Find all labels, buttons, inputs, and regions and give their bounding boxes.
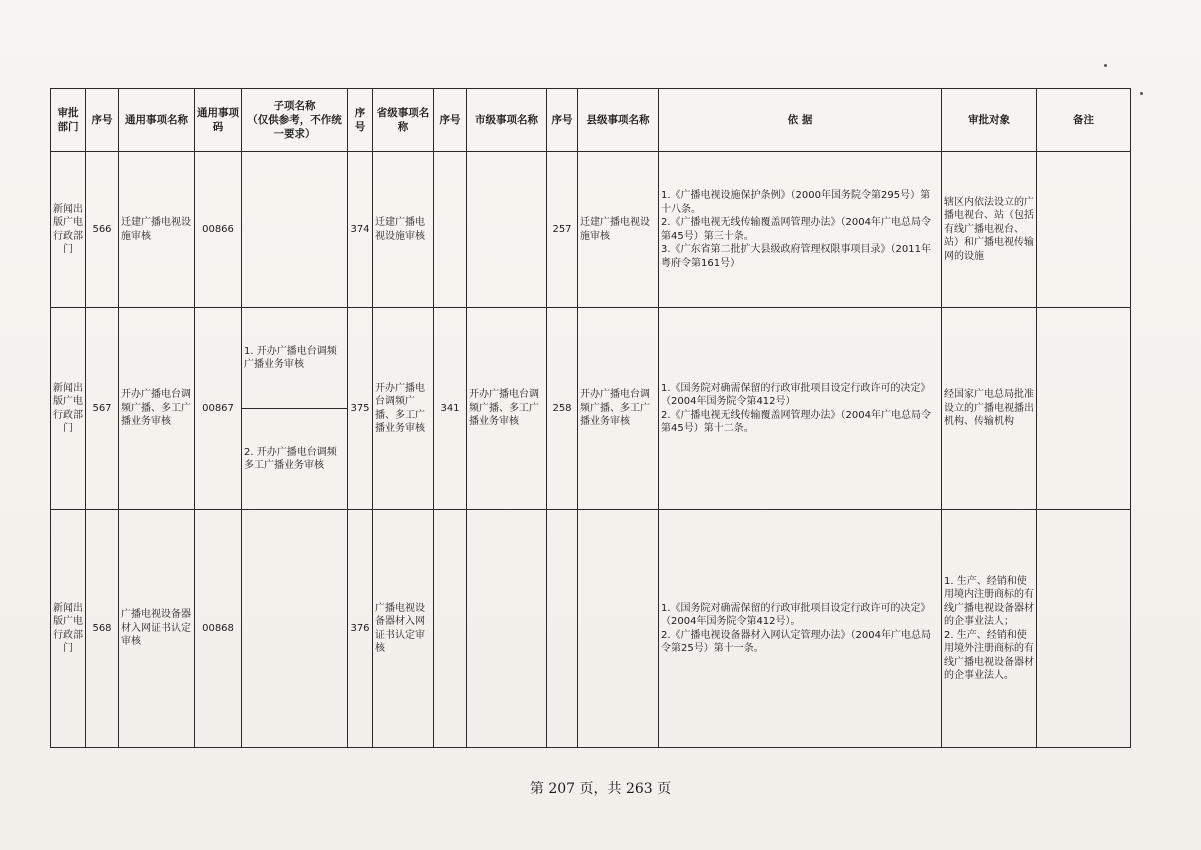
sub-item-cell: 1. 开办广播电台调频广播业务审核 bbox=[242, 308, 348, 409]
dept-cell: 新闻出版广电行政部门 bbox=[51, 152, 86, 308]
table-row bbox=[51, 308, 1131, 409]
prov-seq-cell: 374 bbox=[348, 152, 373, 308]
county-seq-cell: 258 bbox=[547, 308, 578, 510]
county-item-cell bbox=[578, 510, 659, 748]
approval-table bbox=[50, 88, 1131, 748]
prov-item-cell: 广播电视设备器材入网证书认定审核 bbox=[373, 510, 434, 748]
prov-item-cell: 开办广播电台调频广播、多工广播业务审核 bbox=[373, 308, 434, 510]
city-item-cell: 开办广播电台调频广播、多工广播业务审核 bbox=[467, 308, 547, 510]
seq-cell: 566 bbox=[86, 152, 119, 308]
basis-cell: 1.《国务院对确需保留的行政审批项目设定行政许可的决定》（2004年国务院令第412号）。 2.《广播电视设备器材入网认定管理办法》（2004年广电总局令第25号）第十一条。 bbox=[659, 510, 942, 748]
table-row bbox=[51, 152, 1131, 308]
item-code-cell: 00866 bbox=[195, 152, 242, 308]
city-item-cell bbox=[467, 510, 547, 748]
remark-cell bbox=[1037, 308, 1131, 510]
target-cell: 辖区内依法设立的广播电视台、站（包括有线广播电视台、站）和广播电视传输网的设施 bbox=[942, 152, 1037, 308]
table-header-row bbox=[51, 89, 1131, 152]
header-seq3: 序号 bbox=[434, 89, 467, 152]
city-seq-cell bbox=[434, 510, 467, 748]
city-seq-cell: 341 bbox=[434, 308, 467, 510]
header-item-name: 通用事项名称 bbox=[119, 89, 195, 152]
city-item-cell bbox=[467, 152, 547, 308]
header-seq2: 序号 bbox=[348, 89, 373, 152]
item-code-cell: 00867 bbox=[195, 308, 242, 510]
seq-cell: 567 bbox=[86, 308, 119, 510]
item-name-cell: 广播电视设备器材入网证书认定审核 bbox=[119, 510, 195, 748]
item-code-cell: 00868 bbox=[195, 510, 242, 748]
county-item-cell: 开办广播电台调频广播、多工广播业务审核 bbox=[578, 308, 659, 510]
basis-cell: 1.《广播电视设施保护条例》（2000年国务院令第295号）第十八条。 2.《广播电视无线传输覆盖网管理办法》（2004年广电总局令第45号）第三十条。 3.《广东省第二批扩大县级政府管理权限事项目录》（2011年粤府令第161号） bbox=[659, 152, 942, 308]
city-seq-cell bbox=[434, 152, 467, 308]
prov-seq-cell: 375 bbox=[348, 308, 373, 510]
sub-item-cell bbox=[242, 510, 348, 748]
item-name-cell: 迁建广播电视设施审核 bbox=[119, 152, 195, 308]
dept-cell: 新闻出版广电行政部门 bbox=[51, 308, 86, 510]
target-cell: 经国家广电总局批准设立的广播电视播出机构、传输机构 bbox=[942, 308, 1037, 510]
item-name-cell: 开办广播电台调频广播、多工广播业务审核 bbox=[119, 308, 195, 510]
sub-item-cell bbox=[242, 152, 348, 308]
scan-speck bbox=[1140, 92, 1143, 95]
header-sub-name: 子项名称 （仅供参考，不作统一要求） bbox=[242, 89, 348, 152]
dept-cell: 新闻出版广电行政部门 bbox=[51, 510, 86, 748]
county-item-cell: 迁建广播电视设施审核 bbox=[578, 152, 659, 308]
seq-cell: 568 bbox=[86, 510, 119, 748]
basis-cell: 1.《国务院对确需保留的行政审批项目设定行政许可的决定》（2004年国务院令第412号） 2.《广播电视无线传输覆盖网管理办法》（2004年广电总局令第45号）第十二条。 bbox=[659, 308, 942, 510]
table-row bbox=[51, 510, 1131, 748]
header-seq: 序号 bbox=[86, 89, 119, 152]
sub-item-cell: 2. 开办广播电台调频多工广播业务审核 bbox=[242, 409, 348, 510]
prov-item-cell: 迁建广播电视设施审核 bbox=[373, 152, 434, 308]
header-prov-item: 省级事项名称 bbox=[373, 89, 434, 152]
county-seq-cell bbox=[547, 510, 578, 748]
header-city-item: 市级事项名称 bbox=[467, 89, 547, 152]
header-target: 审批对象 bbox=[942, 89, 1037, 152]
page-footer: 第 207 页，共 263 页 bbox=[529, 781, 672, 797]
header-item-code: 通用事项码 bbox=[195, 89, 242, 152]
header-county-item: 县级事项名称 bbox=[578, 89, 659, 152]
header-dept: 审批部门 bbox=[51, 89, 86, 152]
county-seq-cell: 257 bbox=[547, 152, 578, 308]
header-remark: 备注 bbox=[1037, 89, 1131, 152]
header-basis: 依 据 bbox=[659, 89, 942, 152]
header-seq4: 序号 bbox=[547, 89, 578, 152]
remark-cell bbox=[1037, 510, 1131, 748]
prov-seq-cell: 376 bbox=[348, 510, 373, 748]
remark-cell bbox=[1037, 152, 1131, 308]
scan-speck bbox=[1104, 64, 1107, 67]
target-cell: 1. 生产、经销和使用境内注册商标的有线广播电视设备器材的企事业法人； 2. 生产、经销和使用境外注册商标的有线广播电视设备器材的企事业法人。 bbox=[942, 510, 1037, 748]
